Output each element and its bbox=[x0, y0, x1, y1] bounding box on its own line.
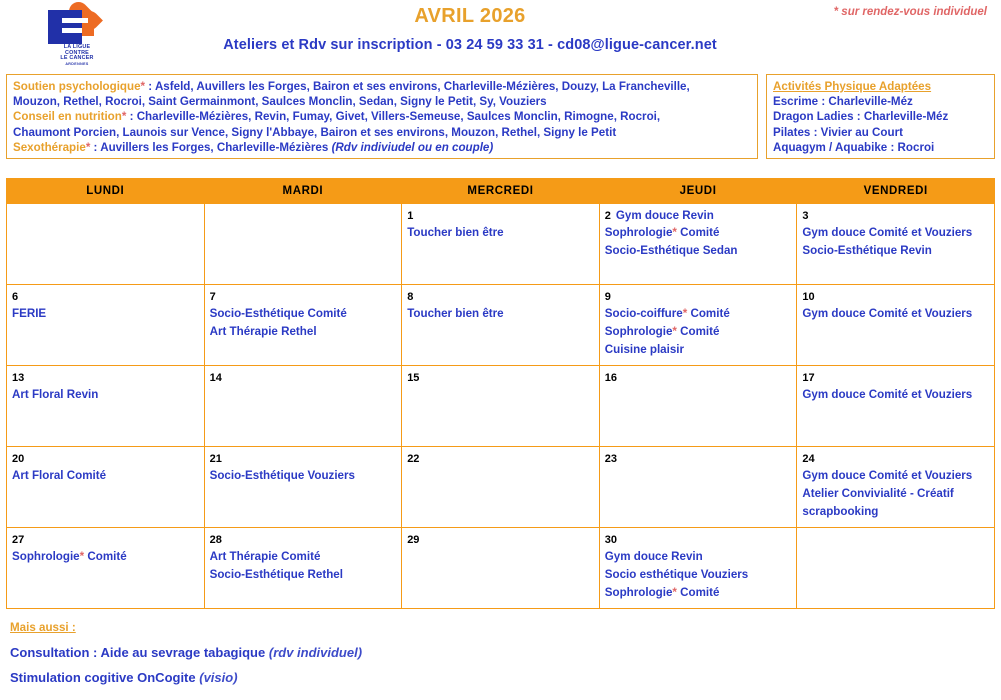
appointment-note: * sur rendez-vous individuel bbox=[833, 6, 987, 18]
day-number: 15 bbox=[407, 372, 420, 384]
logo-text-line1: LA LIGUE bbox=[63, 44, 91, 50]
day-number-row bbox=[605, 449, 793, 467]
calendar-event[interactable]: Toucher bien être bbox=[407, 226, 504, 239]
calendar-event[interactable]: Socio-Esthétique Vouziers bbox=[209, 469, 355, 482]
day-number-row bbox=[12, 449, 200, 467]
calendar-empty-cell bbox=[7, 204, 205, 285]
day-number-row bbox=[210, 449, 398, 467]
calendar-body bbox=[7, 204, 995, 609]
footer-line bbox=[10, 645, 970, 661]
day-header-mercredi: MERCREDI bbox=[402, 179, 600, 204]
event-text: Sophrologie bbox=[604, 586, 673, 599]
day-number: 27 bbox=[12, 534, 25, 546]
day-number-row bbox=[605, 287, 793, 305]
footer-line-note: (visio) bbox=[199, 670, 238, 685]
page-header bbox=[0, 0, 1001, 68]
event-text-tail: Comité bbox=[676, 586, 720, 599]
day-number-row bbox=[802, 449, 990, 467]
calendar-header-row bbox=[7, 179, 995, 204]
ligue-contre-le-cancer-logo bbox=[42, 2, 112, 64]
day-number-row bbox=[12, 287, 200, 305]
calendar-event[interactable]: Gym douce Comité et Vouziers bbox=[802, 388, 973, 401]
day-number-row bbox=[407, 368, 595, 386]
calendar-event[interactable]: scrapbooking bbox=[802, 505, 879, 518]
calendar-event[interactable]: Socio-Esthétique Revin bbox=[802, 244, 932, 257]
calendar-event[interactable]: Gym douce Comité et Vouziers bbox=[802, 307, 973, 320]
logo-square-icon bbox=[48, 10, 82, 44]
day-number: 9 bbox=[604, 291, 611, 303]
day-number: 16 bbox=[604, 372, 618, 384]
day-number-row bbox=[210, 530, 398, 548]
event-asterisk: * bbox=[672, 226, 677, 239]
day-number-row bbox=[210, 368, 398, 386]
calendar-day-cell[interactable] bbox=[402, 528, 600, 609]
service-label: Sexothérapie bbox=[13, 140, 86, 154]
day-number: 20 bbox=[12, 453, 25, 465]
calendar-event[interactable]: Gym douce Revin bbox=[604, 550, 703, 563]
calendar-week-row bbox=[7, 528, 995, 609]
event-text: Sophrologie bbox=[12, 550, 80, 563]
calendar-event[interactable]: Toucher bien être bbox=[407, 307, 504, 320]
day-number: 24 bbox=[802, 453, 815, 465]
footer-title-colon: : bbox=[68, 621, 76, 634]
day-header-lundi: LUNDI bbox=[7, 179, 205, 204]
day-number-row bbox=[407, 206, 595, 224]
service-asterisk: * bbox=[85, 140, 91, 154]
service-entry bbox=[13, 109, 751, 124]
day-number: 22 bbox=[407, 453, 420, 465]
footer-line bbox=[10, 670, 970, 686]
calendar-day-cell[interactable] bbox=[797, 285, 995, 366]
calendar-day-cell[interactable] bbox=[797, 204, 995, 285]
services-info-box bbox=[6, 74, 758, 159]
calendar-week-row bbox=[7, 447, 995, 528]
service-towns-line2: Mouzon, Rethel, Rocroi, Saint Germainmont, Saulces Monclin, Sedan, Signy le Petit, Sy, Vouziers bbox=[13, 95, 547, 109]
day-number-row bbox=[210, 287, 398, 305]
logo-bar-icon bbox=[62, 18, 88, 23]
calendar-empty-cell bbox=[204, 204, 402, 285]
page-subtitle: Ateliers et Rdv sur inscription - 03 24 59 33 31 - cd08@ligue-cancer.net bbox=[223, 37, 717, 53]
service-towns-line: Charleville-Mézières, Revin, Fumay, Givet, Villers-Semeuse, Saulces Monclin, Rimogne, Rocroi, bbox=[136, 110, 661, 124]
event-text-tail: Comité bbox=[676, 226, 720, 239]
day-number-row bbox=[407, 449, 595, 467]
calendar-day-cell[interactable] bbox=[402, 447, 600, 528]
service-towns-line: Asfeld, Auvillers les Forges, Bairon et ses environs, Charleville-Mézières, Douzy, La Francheville, bbox=[154, 80, 690, 93]
service-entry bbox=[13, 79, 751, 94]
apa-item: Pilates : Vivier au Court bbox=[773, 125, 903, 139]
day-number: 7 bbox=[209, 291, 216, 303]
service-label: Soutien psychologique bbox=[13, 80, 141, 93]
event-text-tail: Comité bbox=[84, 550, 127, 563]
calendar-event[interactable]: Cuisine plaisir bbox=[604, 343, 685, 356]
event-asterisk: * bbox=[682, 307, 688, 320]
day-number-row bbox=[802, 368, 990, 386]
calendar-event[interactable] bbox=[605, 224, 793, 242]
calendar-event[interactable]: Art Floral Comité bbox=[12, 469, 107, 482]
day-number: 30 bbox=[604, 534, 618, 546]
day-number-row bbox=[605, 368, 793, 386]
calendar-day-cell[interactable] bbox=[599, 366, 797, 447]
day-number: 14 bbox=[209, 372, 222, 384]
calendar-day-cell[interactable] bbox=[599, 447, 797, 528]
calendar-week-row bbox=[7, 366, 995, 447]
calendar-week-row bbox=[7, 285, 995, 366]
day-number: 1 bbox=[407, 210, 414, 222]
service-note: (Rdv indiviudel ou en couple) bbox=[331, 140, 494, 154]
calendar-day-cell[interactable] bbox=[599, 204, 797, 285]
calendar-day-cell[interactable] bbox=[7, 285, 205, 366]
calendar-event[interactable] bbox=[12, 548, 200, 566]
calendar-event[interactable]: Gym douce Comité et Vouziers bbox=[802, 469, 973, 482]
calendar-event[interactable]: Atelier Convivialité - Créatif bbox=[802, 487, 954, 500]
calendar-day-cell[interactable] bbox=[7, 366, 205, 447]
event-asterisk: * bbox=[79, 550, 85, 563]
page-title: AVRIL 2026 bbox=[414, 5, 526, 27]
calendar-week-row bbox=[7, 204, 995, 285]
service-asterisk: * bbox=[121, 110, 127, 124]
event-asterisk: * bbox=[672, 586, 677, 599]
day-number-row bbox=[407, 287, 595, 305]
apa-item: Aquagym / Aquabike : Rocroi bbox=[773, 140, 935, 154]
event-text: Sophrologie bbox=[604, 325, 673, 338]
event-text-tail: Comité bbox=[676, 325, 720, 338]
adapted-physical-activities-box bbox=[766, 74, 995, 159]
footer-section bbox=[10, 620, 970, 686]
event-text-tail: Comité bbox=[687, 307, 730, 320]
day-number: 21 bbox=[209, 453, 222, 465]
day-number-row bbox=[407, 530, 595, 548]
logo-mark-icon bbox=[42, 2, 104, 44]
calendar-event[interactable]: Socio-Esthétique Sedan bbox=[604, 244, 738, 257]
day-number-row bbox=[802, 287, 990, 305]
service-separator: : bbox=[126, 110, 137, 124]
day-header-jeudi: JEUDI bbox=[599, 179, 797, 204]
apa-title: Activités Physique Adaptées bbox=[773, 80, 932, 93]
monthly-calendar bbox=[6, 178, 995, 609]
footer-line-note: (rdv individuel) bbox=[268, 645, 363, 660]
calendar-day-cell[interactable] bbox=[599, 285, 797, 366]
calendar-event[interactable]: FERIE bbox=[12, 307, 47, 320]
calendar-event[interactable] bbox=[605, 323, 793, 341]
event-text: Socio-coiffure bbox=[604, 307, 683, 320]
calendar-empty-cell bbox=[797, 528, 995, 609]
event-asterisk: * bbox=[672, 325, 677, 338]
logo-text-line3: LE CANCER bbox=[60, 55, 94, 62]
calendar-day-cell[interactable] bbox=[204, 528, 402, 609]
calendar-event[interactable]: Art Floral Revin bbox=[12, 388, 99, 401]
day-number: 8 bbox=[407, 291, 414, 303]
calendar-event[interactable]: Socio-Esthétique Rethel bbox=[209, 568, 343, 581]
day-number-row bbox=[802, 206, 990, 224]
footer-title-text: Mais aussi bbox=[10, 621, 69, 634]
calendar-day-cell[interactable] bbox=[7, 528, 205, 609]
logo-text-line2: CONTRE bbox=[65, 49, 89, 56]
event-text: Sophrologie bbox=[604, 226, 673, 239]
service-label: Conseil en nutrition bbox=[13, 110, 122, 124]
day-number-row bbox=[605, 530, 793, 548]
calendar-day-cell[interactable] bbox=[204, 285, 402, 366]
day-number: 2 bbox=[604, 210, 611, 222]
day-header-vendredi: VENDREDI bbox=[797, 179, 995, 204]
day-number-row bbox=[605, 206, 793, 224]
day-header-mardi: MARDI bbox=[204, 179, 402, 204]
footer-line-text: Stimulation cogitive OnCogite bbox=[10, 670, 196, 685]
logo-subtitle: ARDENNES bbox=[65, 62, 89, 66]
calendar-event[interactable]: Socio esthétique Vouziers bbox=[604, 568, 749, 581]
footer-line-text: Consultation : Aide au sevrage tabagique bbox=[10, 645, 266, 660]
service-separator: : bbox=[145, 80, 155, 93]
calendar-event[interactable]: Gym douce Revin bbox=[615, 209, 714, 222]
day-number: 17 bbox=[802, 372, 815, 384]
calendar-event[interactable]: Socio-Esthétique Comité bbox=[209, 307, 347, 320]
apa-item: Escrime : Charleville-Méz bbox=[773, 95, 913, 109]
day-number: 6 bbox=[12, 291, 19, 303]
day-number: 23 bbox=[604, 453, 618, 465]
calendar-event[interactable]: Gym douce Comité et Vouziers bbox=[802, 226, 973, 239]
service-asterisk: * bbox=[140, 80, 146, 93]
apa-item: Dragon Ladies : Charleville-Méz bbox=[773, 110, 949, 124]
logo-text bbox=[44, 45, 110, 62]
calendar-event[interactable] bbox=[605, 584, 793, 602]
calendar-day-cell[interactable] bbox=[204, 366, 402, 447]
logo-bar-secondary-icon bbox=[62, 28, 82, 33]
calendar-day-cell[interactable] bbox=[797, 447, 995, 528]
day-number: 13 bbox=[12, 372, 25, 384]
calendar-day-cell[interactable] bbox=[7, 447, 205, 528]
service-entry bbox=[13, 140, 751, 155]
title-block bbox=[150, 0, 790, 53]
calendar-day-cell[interactable] bbox=[599, 528, 797, 609]
calendar-event[interactable]: Art Thérapie Rethel bbox=[209, 325, 317, 338]
info-boxes-row bbox=[6, 74, 995, 159]
day-number: 3 bbox=[802, 210, 809, 222]
calendar-event[interactable]: Art Thérapie Comité bbox=[209, 550, 321, 563]
calendar-day-cell[interactable] bbox=[402, 285, 600, 366]
day-number-row bbox=[12, 368, 200, 386]
service-towns-line2: Chaumont Porcien, Launois sur Vence, Signy l'Abbaye, Bairon et ses environs, Mouzon, Rethel, Signy le Petit bbox=[13, 125, 617, 139]
day-number: 29 bbox=[407, 534, 420, 546]
calendar-day-cell[interactable] bbox=[797, 366, 995, 447]
calendar-day-cell[interactable] bbox=[204, 447, 402, 528]
day-number-row bbox=[12, 530, 200, 548]
service-towns-line: Auvillers les Forges, Charleville-Mézières bbox=[100, 140, 329, 154]
footer-title bbox=[10, 620, 970, 636]
calendar-day-cell[interactable] bbox=[402, 204, 600, 285]
day-number: 28 bbox=[209, 534, 222, 546]
calendar-day-cell[interactable] bbox=[402, 366, 600, 447]
service-separator: : bbox=[90, 140, 101, 154]
calendar-event[interactable] bbox=[605, 305, 793, 323]
day-number: 10 bbox=[802, 291, 815, 303]
